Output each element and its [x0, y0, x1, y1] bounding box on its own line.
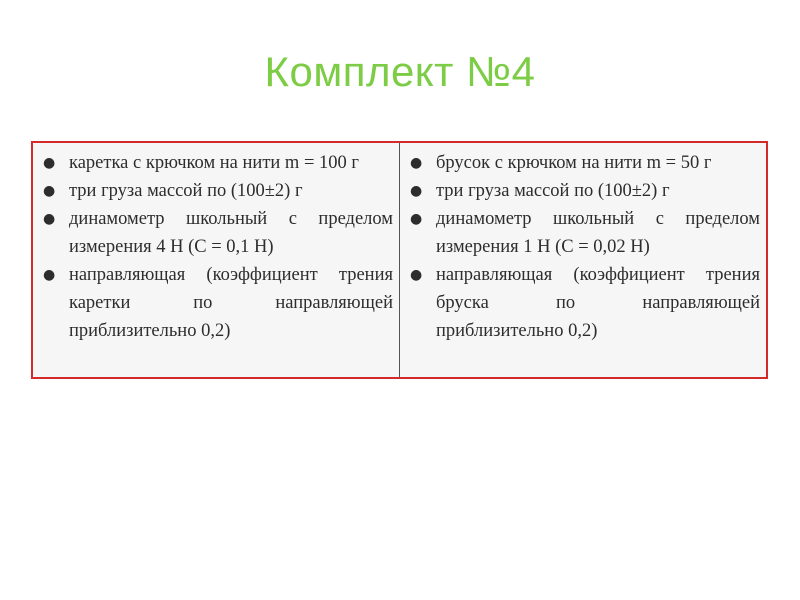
- list-item: [408, 261, 760, 345]
- equipment-list-right: [408, 149, 760, 345]
- list-item: [408, 205, 760, 261]
- equipment-table: [31, 141, 768, 379]
- list-item: [41, 149, 393, 177]
- list-item: [41, 205, 393, 261]
- item-text: три груза массой по (100±2) г: [69, 181, 303, 201]
- item-text: динамометр школьный с пределом измерения 1 Н (С = 0,02 Н): [436, 209, 760, 257]
- list-item: [41, 261, 393, 345]
- item-text: направляющая (коэффициент трения бруска по направляющей приблизительно 0,2): [436, 265, 760, 341]
- bullet-icon: ●: [410, 183, 423, 199]
- bullet-icon: ●: [410, 155, 423, 171]
- item-text: направляющая (коэффициент трения каретки по направляющей приблизительно 0,2): [69, 265, 393, 341]
- list-item: [408, 149, 760, 177]
- equipment-list-left: [41, 149, 393, 345]
- kit-column-left: [33, 143, 400, 377]
- list-item: [408, 177, 760, 205]
- item-text: каретка с крючком на нити m = 100 г: [69, 153, 359, 173]
- bullet-icon: ●: [43, 211, 56, 227]
- slide-title: Комплект №4: [264, 48, 536, 95]
- item-text: брусок с крючком на нити m = 50 г: [436, 153, 712, 173]
- bullet-icon: ●: [410, 267, 423, 283]
- list-item: [41, 177, 393, 205]
- bullet-icon: ●: [410, 211, 423, 227]
- bullet-icon: ●: [43, 155, 56, 171]
- item-text: динамометр школьный с пределом измерения 4 Н (С = 0,1 Н): [69, 209, 393, 257]
- kit-column-right: [400, 143, 766, 377]
- item-text: три груза массой по (100±2) г: [436, 181, 670, 201]
- bullet-icon: ●: [43, 183, 56, 199]
- bullet-icon: ●: [43, 267, 56, 283]
